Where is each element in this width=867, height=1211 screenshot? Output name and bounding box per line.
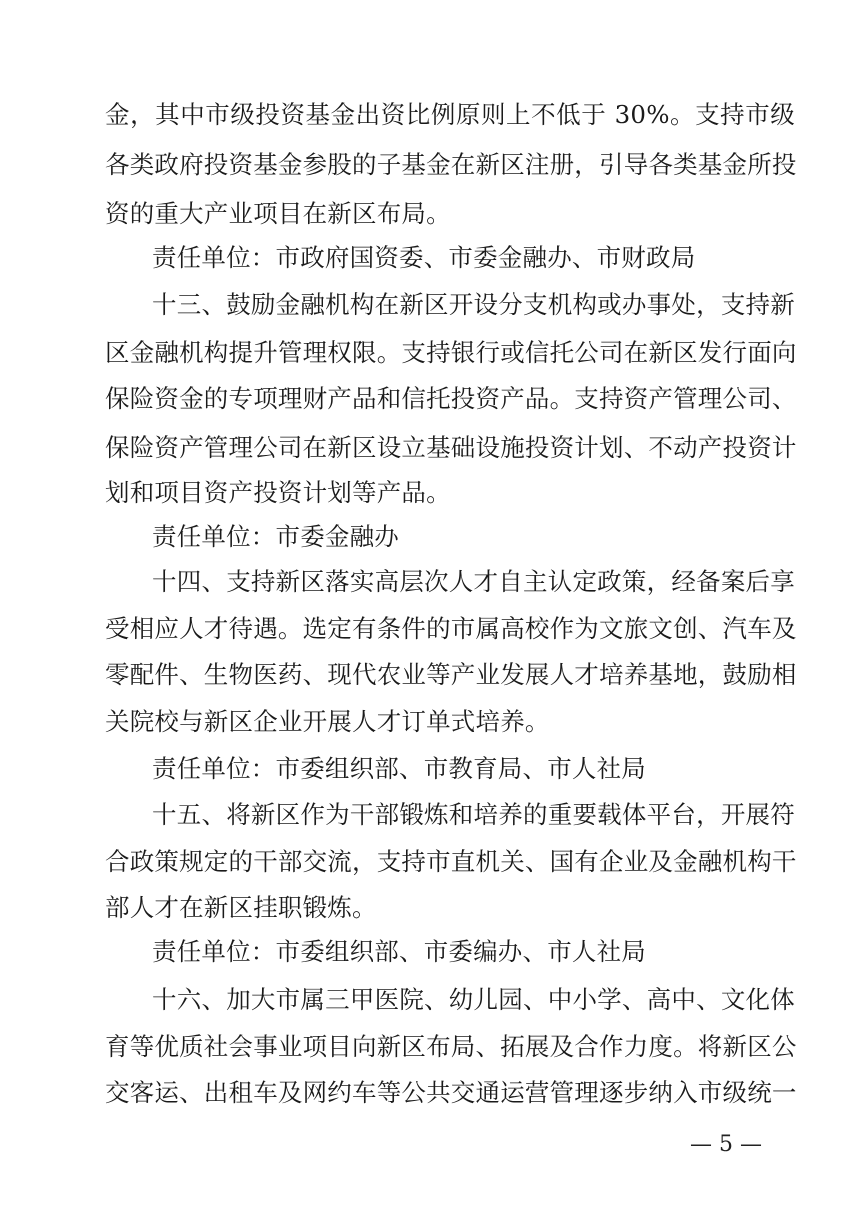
text-line: 交客运、出租车及网约车等公共交通运营管理逐步纳入市级统一: [105, 1078, 797, 1107]
text-line: 金，其中市级投资基金出资比例原则上不低于 30%。支持市级: [105, 100, 795, 129]
text-line: 保险资产管理公司在新区设立基础设施投资计划、不动产投资计: [105, 433, 797, 462]
text-line: 合政策规定的干部交流，支持市直机关、国有企业及金融机构干: [105, 847, 797, 876]
text-line: 各类政府投资基金参股的子基金在新区注册，引导各类基金所投: [105, 150, 797, 179]
section-heading-line: 十三、鼓励金融机构在新区开设分支机构或办事处，支持新: [152, 290, 795, 319]
text-line: 育等优质社会事业项目向新区布局、拓展及合作力度。将新区公: [105, 1032, 797, 1061]
text-line: 划和项目资产投资计划等产品。: [105, 478, 451, 507]
text-line: 部人才在新区挂职锻炼。: [105, 893, 377, 922]
text-line: 零配件、生物医药、现代农业等产业发展人才培养基地，鼓励相: [105, 660, 797, 689]
text-line: 资的重大产业项目在新区布局。: [105, 199, 451, 228]
section-heading-line: 十六、加大市属三甲医院、幼儿园、中小学、高中、文化体: [152, 985, 795, 1014]
responsibility-line: 责任单位：市委金融办: [152, 522, 399, 551]
text-line: 受相应人才待遇。选定有条件的市属高校作为文旅文创、汽车及: [105, 614, 797, 643]
responsibility-line: 责任单位：市政府国资委、市委金融办、市财政局: [152, 243, 696, 272]
section-heading-line: 十四、支持新区落实高层次人才自主认定政策，经备案后享: [152, 567, 795, 596]
section-heading-line: 十五、将新区作为干部锻炼和培养的重要载体平台，开展符: [152, 800, 795, 829]
page-number: — 5 —: [690, 1132, 762, 1157]
responsibility-line: 责任单位：市委组织部、市教育局、市人社局: [152, 754, 646, 783]
responsibility-line: 责任单位：市委组织部、市委编办、市人社局: [152, 937, 646, 966]
text-line: 保险资金的专项理财产品和信托投资产品。支持资产管理公司、: [105, 384, 797, 413]
text-line: 关院校与新区企业开展人才订单式培养。: [105, 707, 550, 736]
text-line: 区金融机构提升管理权限。支持银行或信托公司在新区发行面向: [105, 338, 797, 367]
